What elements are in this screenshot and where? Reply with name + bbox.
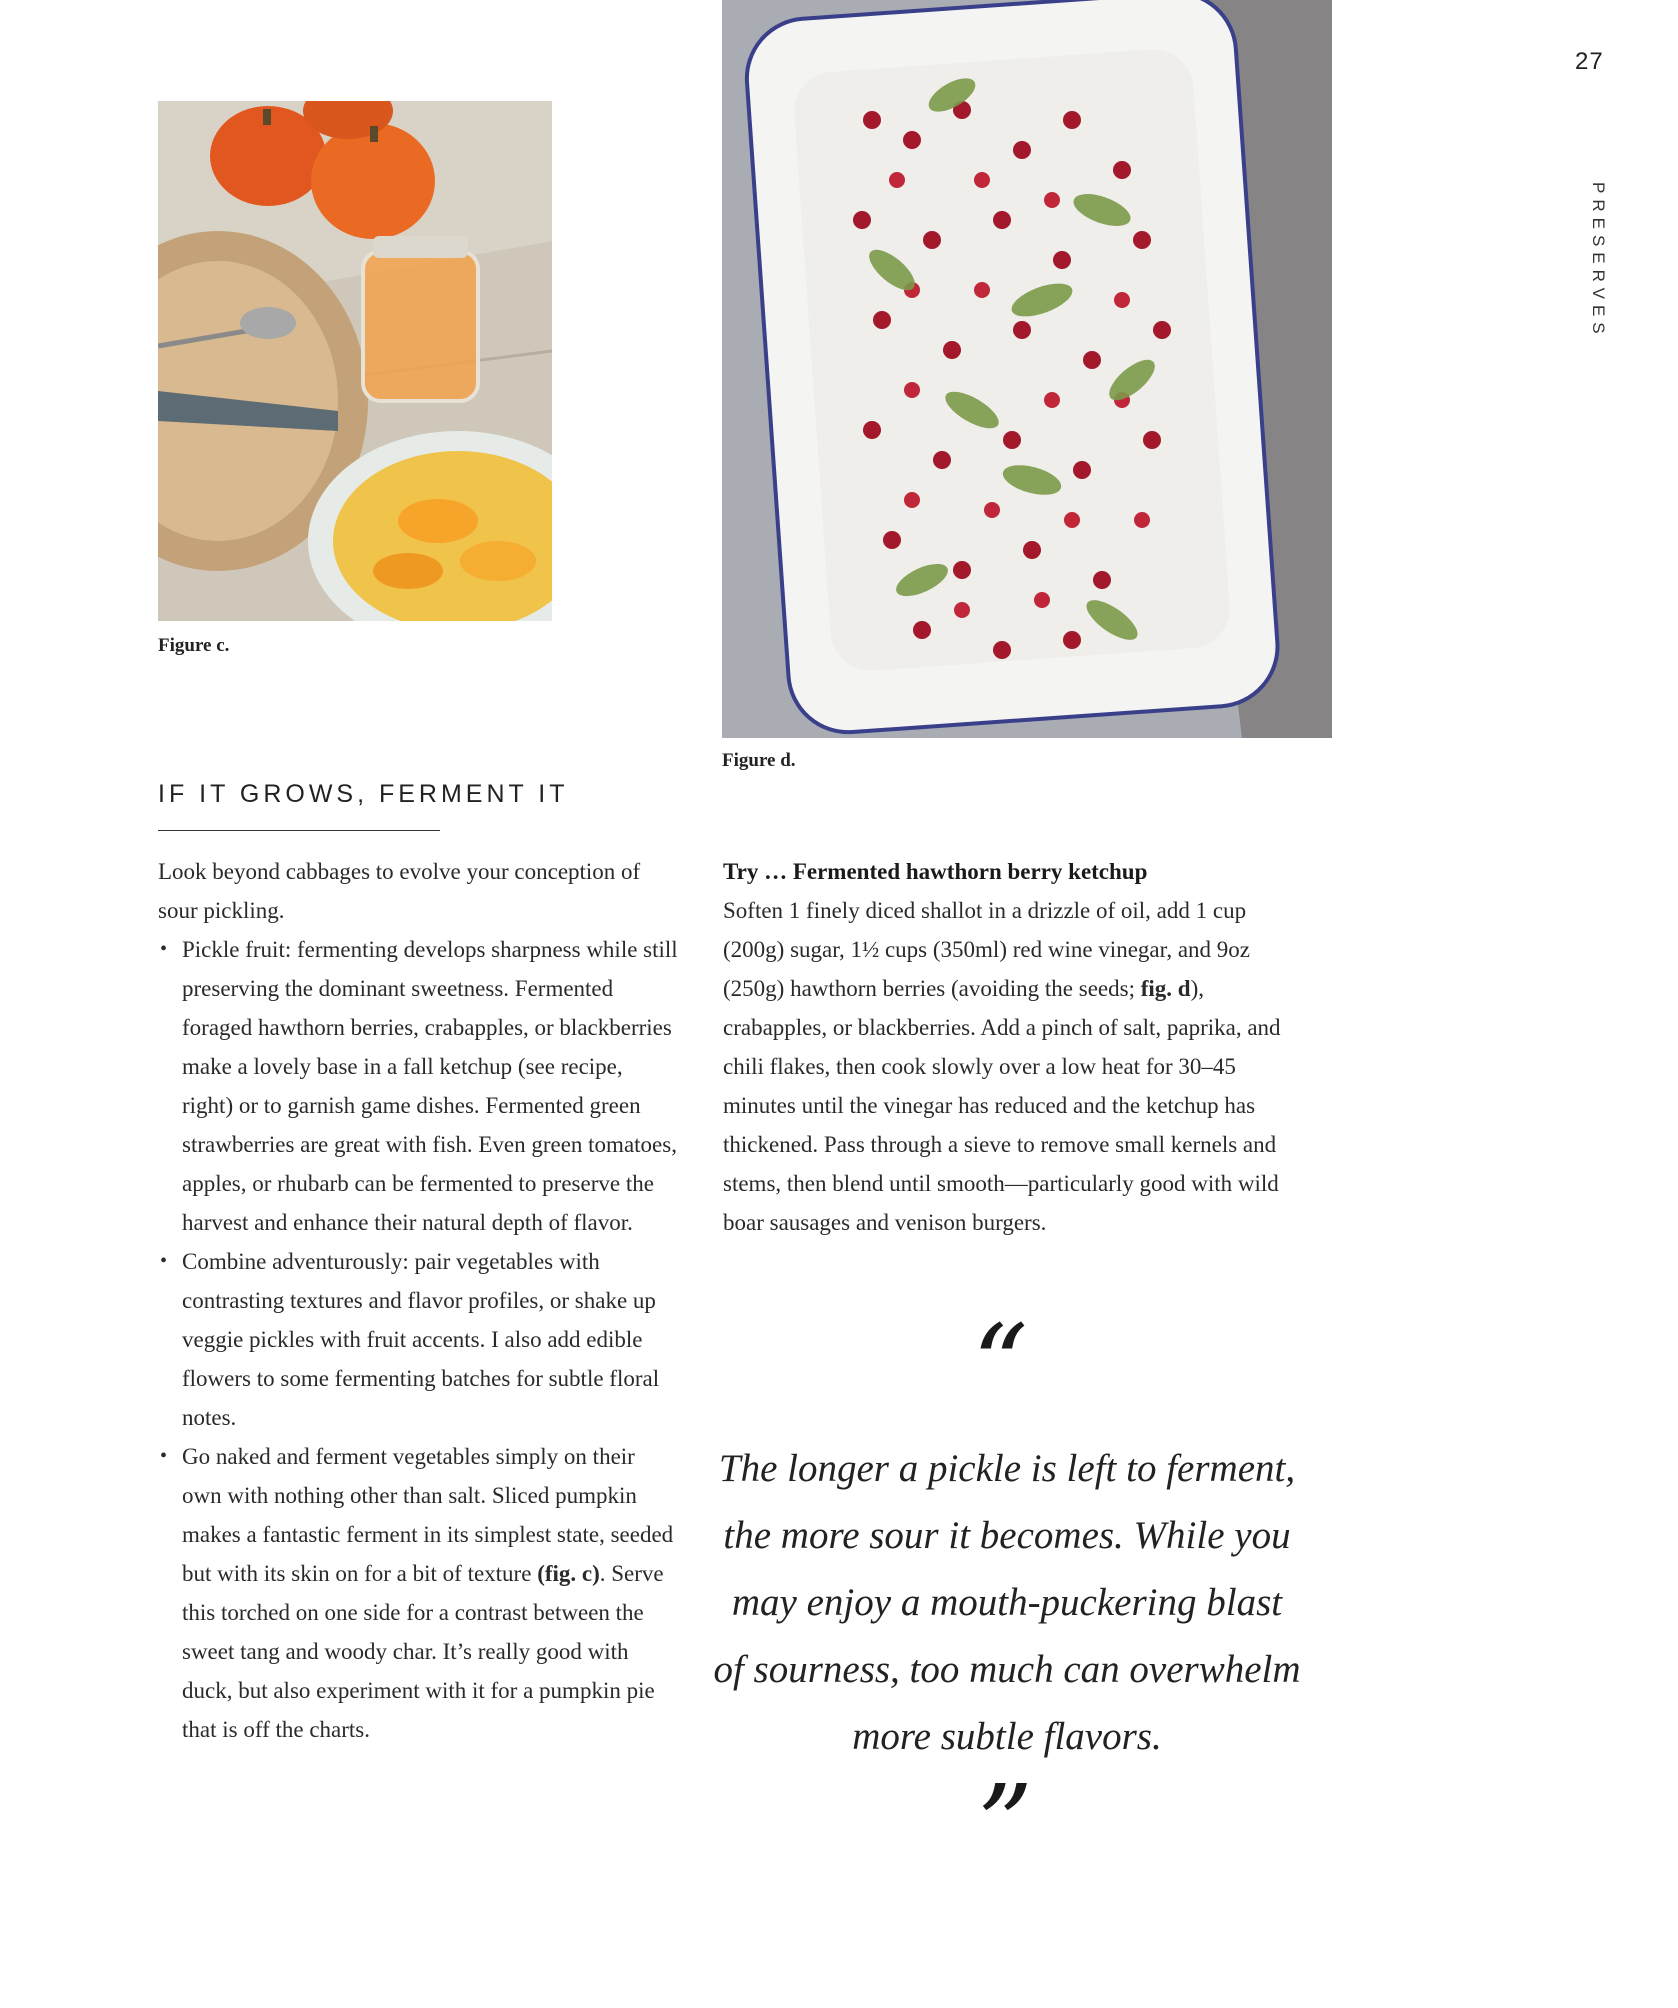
tip-text: Pickle fruit: fermenting develops sharpness while still preserving the dominant sweetness. Fermented foraged hawthorn berries, crabapples, or blackberries make a lovely base in a fall ketchup (see recipe, right) or to garnish game dishes. Fermented green strawberries are great with fish. Even green tomatoes, apples, or rhubarb can be fermented to preserve the harvest and enhance their natural depth of flavor.: [182, 937, 678, 1235]
article-body: [158, 852, 678, 1749]
pull-quote: The longer a pickle is left to ferment, the more sour it becomes. While you may enjoy a mouth-puckering blast of sourness, too much can overwhelm more subtle flavors.: [713, 1447, 1301, 1758]
figure-d-caption: Figure d.: [722, 750, 796, 771]
page-number: 27: [1575, 48, 1604, 75]
section-heading: IF IT GROWS, FERMENT IT: [158, 780, 569, 808]
intro-paragraph: Look beyond cabbages to evolve your conception of sour pickling.: [158, 859, 641, 923]
recipe-text: ), crabapples, or blackberries. Add a pinch of salt, paprika, and chili flakes, then cook slowly over a low heat for 30–45 minutes until the vinegar has reduced and the ketchup has thickened. Pass through a sieve to remove small kernels and stems, then blend until smooth—particularly good with wild boar sausages and venison burgers.: [723, 976, 1281, 1235]
recipe-title: Try … Fermented hawthorn berry ketchup: [723, 859, 1148, 884]
section-tab: PRESERVES: [1589, 182, 1608, 340]
list-item: [158, 1437, 678, 1749]
recipe-body: [723, 891, 1293, 1242]
tip-text: . Serve this torched on one side for a contrast between the sweet tang and woody char. It’s really good with duck, but also experiment with it for a pumpkin pie that is off the charts.: [182, 1561, 664, 1742]
recipe-block: [723, 852, 1293, 1242]
figure-d-reference: fig. d: [1140, 976, 1191, 1001]
open-quote-mark: “: [971, 1301, 1029, 1429]
heading-rule: [158, 830, 440, 831]
tip-text: Combine adventurously: pair vegetables with contrasting textures and flavor profiles, or shake up veggie pickles with fruit accents. I also add edible flowers to some fermenting batches for subtle floral notes.: [182, 1249, 660, 1430]
tips-list: [158, 930, 678, 1749]
list-item: [158, 930, 678, 1242]
tip-text: Go naked and ferment vegetables simply on their own with nothing other than salt. Sliced pumpkin makes a fantastic ferment in its simplest state, seeded but with its skin on for a bit of texture: [182, 1444, 674, 1586]
figure-d-photo: [722, 0, 1332, 738]
figure-c-reference: (fig. c): [537, 1561, 600, 1586]
figure-c-caption: Figure c.: [158, 635, 230, 656]
figure-c-photo: [158, 101, 552, 621]
close-quote-mark: ”: [976, 1761, 1034, 1889]
list-item: [158, 1242, 678, 1437]
hawthorn-berries-illustration: [722, 0, 1332, 738]
recipe-text: Soften 1 finely diced shallot in a drizzle of oil, add 1 cup (200g) sugar, 1½ cups (350ml) red wine vinegar, and 9oz (250g) hawthorn berries (avoiding the seeds;: [723, 898, 1251, 1001]
pumpkin-ferment-illustration: [158, 101, 552, 621]
